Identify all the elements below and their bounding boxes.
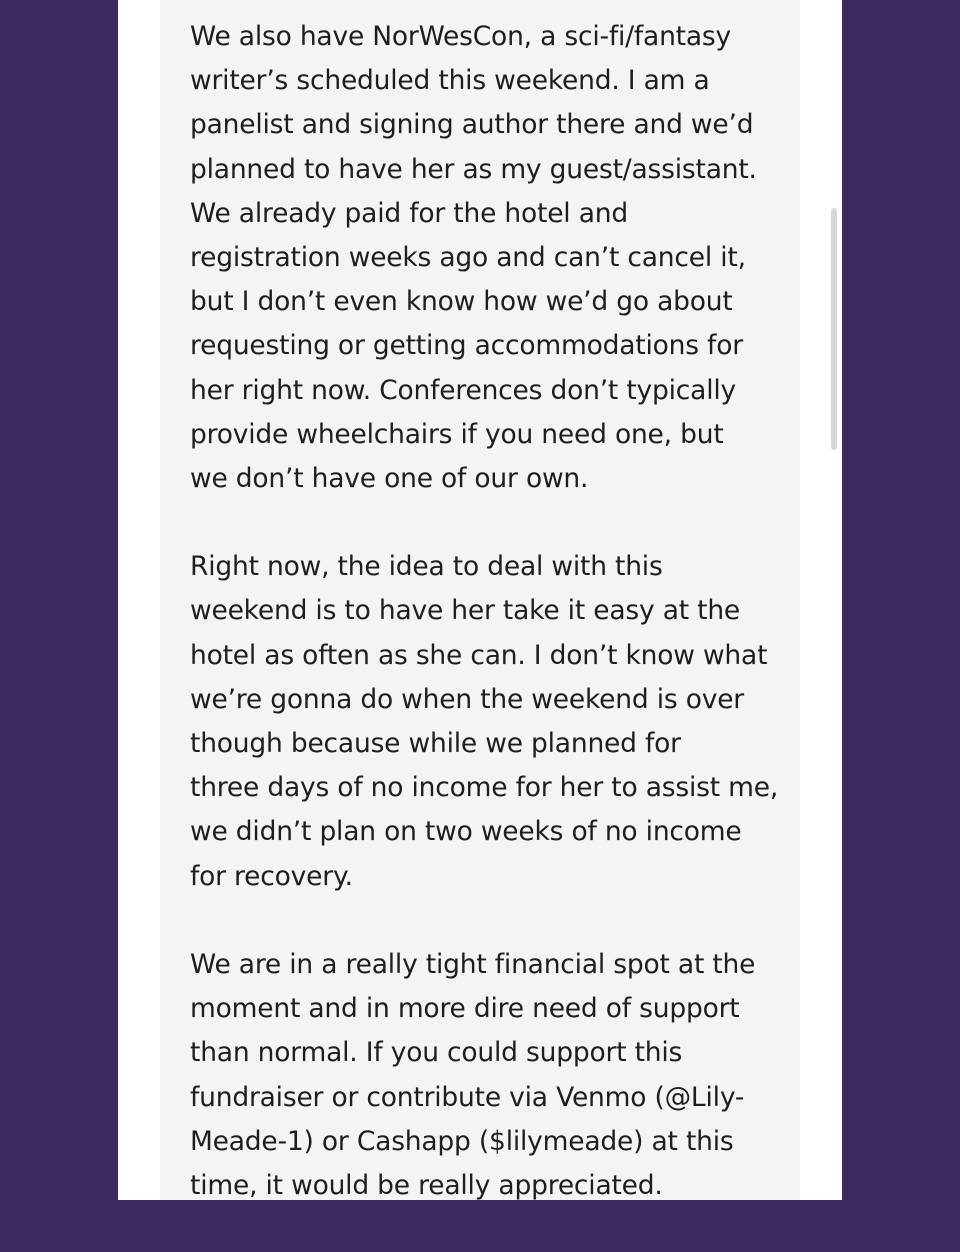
text-line: We already paid for the hotel and [190,197,628,229]
text-line: we didn’t plan on two weeks of no income [190,816,742,848]
text-line: writer’s scheduled this weekend. I am a [190,65,710,97]
text-line: requesting or getting accommodations for [190,330,743,362]
text-line: her right now. Conferences don’t typically [190,374,737,406]
text-line: but I don’t even know how we’d go about [190,286,733,318]
text-line: time, it would be really appreciated. [190,1169,663,1201]
text-line: panelist and signing author there and we’d [190,109,754,141]
scrollbar-thumb[interactable] [831,208,837,450]
paragraph-weekend-plan [190,545,790,899]
text-line: weekend is to have her take it easy at the [190,595,741,627]
paragraph-support-request [190,943,790,1208]
text-line: three days of no income for her to assist me, [190,772,779,804]
text-line: We are in a really tight financial spot at the [190,948,756,980]
text-line: than normal. If you could support this [190,1037,683,1069]
text-line: provide wheelchairs if you need one, but [190,418,724,450]
text-line: moment and in more dire need of support [190,993,740,1025]
text-line: We also have NorWesCon, a sci-fi/fantasy [190,21,731,52]
text-line: we’re gonna do when the weekend is over [190,683,745,715]
paragraph-norwescon [190,15,790,501]
text-line: we don’t have one of our own. [190,462,589,494]
text-line: hotel as often as she can. I don’t know what [190,639,768,671]
text-line: though because while we planned for [190,728,681,759]
text-line: planned to have her as my guest/assistant. [190,153,757,185]
post-text [190,15,790,1252]
text-line: fundraiser or contribute via Venmo (@Lily- [190,1081,745,1113]
text-line: Meade-1) or Cashapp ($lilymeade) at this [190,1125,734,1157]
text-line: registration weeks ago and can’t cancel it, [190,241,746,273]
text-line: for recovery. [190,860,353,892]
text-line: Right now, the idea to deal with this [190,551,663,583]
